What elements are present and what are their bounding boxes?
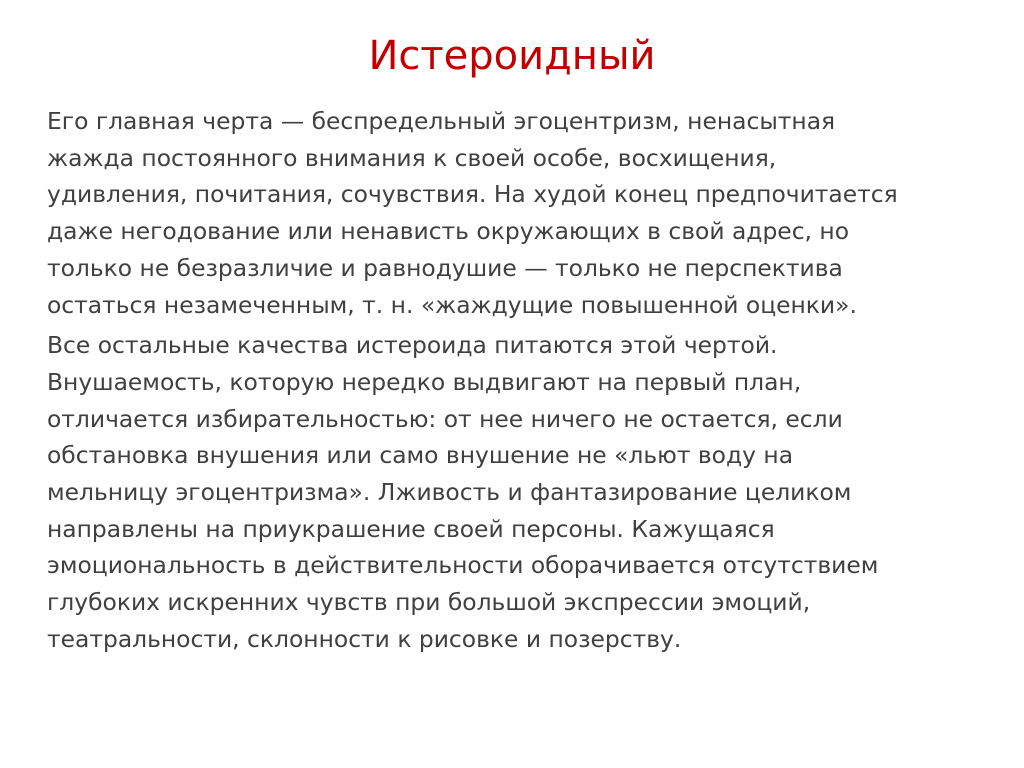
slide-title: Истероидный xyxy=(368,33,656,79)
text-line: жажда постоянного внимания к своей особе, восхищения, xyxy=(47,143,777,172)
text-line: Внушаемость, которую нередко выдвигают на первый план, xyxy=(47,367,802,396)
text-line: эмоциональность в действительности оборачивается отсутствием xyxy=(47,551,879,580)
text-line: Его главная черта — беспредельный эгоцентризм, ненасытная xyxy=(47,107,836,135)
text-line: театральности, склонности к рисовке и позерству. xyxy=(47,624,682,653)
text-line: мельницу эгоцентризма». Лживость и фантазирование целиком xyxy=(47,478,852,507)
text-line: только не безразличие и равнодушие — только не перспектива xyxy=(47,253,843,282)
text-line: направлены на приукрашение своей персоны. Кажущаяся xyxy=(47,514,775,543)
text-line: обстановка внушения или само внушение не «льют воду на xyxy=(47,441,794,470)
text-line: глубоких искренних чувств при большой экспрессии эмоций, xyxy=(47,588,811,617)
slide-content xyxy=(47,103,982,662)
text-line: даже негодование или ненависть окружающих в свой адрес, но xyxy=(47,217,850,246)
text-line: отличается избирательностью: от нее ничего не остается, если xyxy=(47,404,843,433)
paragraph-1 xyxy=(47,103,982,323)
text-line: остаться незамеченным, т. н. «жаждущие повышенной оценки». xyxy=(47,290,857,319)
text-line: Все остальные качества истероида питаются этой чертой. xyxy=(47,331,778,360)
paragraph-2 xyxy=(47,327,982,657)
text-line: удивления, почитания, сочувствия. На худой конец предпочитается xyxy=(47,180,898,209)
